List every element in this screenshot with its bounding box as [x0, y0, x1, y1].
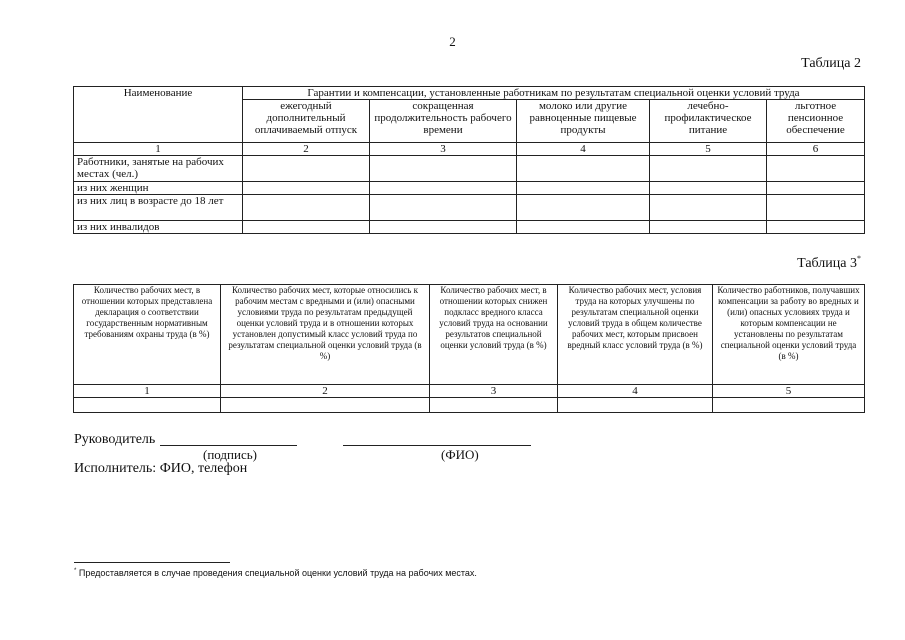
table-cell: [74, 398, 221, 413]
table3-col-number: 5: [713, 385, 865, 398]
table-cell: [650, 156, 767, 182]
table-cell: [517, 195, 650, 221]
table3: [73, 284, 865, 413]
table-cell: [243, 221, 370, 234]
table2-col-number: 4: [517, 143, 650, 156]
table3-col-number: 4: [558, 385, 713, 398]
table-cell: [767, 195, 865, 221]
table3-header: Количество рабочих мест, в отношении которых представлена декларация о соответствии государственным нормативным требованиям охраны труда (в %): [74, 285, 221, 385]
table3-col-number: 3: [430, 385, 558, 398]
table-row: [74, 398, 865, 413]
table-cell: [713, 398, 865, 413]
table2-col-number: 2: [243, 143, 370, 156]
table2: [73, 86, 865, 234]
page-number: 2: [449, 34, 456, 49]
table-cell: [767, 156, 865, 182]
table-cell: [430, 398, 558, 413]
table-cell: [767, 221, 865, 234]
table-row: [74, 221, 865, 234]
table-cell: [221, 398, 430, 413]
table-cell: [517, 156, 650, 182]
table3-col-number: 2: [221, 385, 430, 398]
table3-title: [797, 256, 861, 272]
footnote-mark: *: [857, 254, 861, 263]
table2-title: Таблица 2: [801, 56, 861, 71]
table-cell: [243, 195, 370, 221]
table3-col-number: 1: [74, 385, 221, 398]
table-cell: [650, 221, 767, 234]
table2-subheader: ежегодный дополнительный оплачиваемый отпуск: [243, 100, 370, 143]
table2-subheader: лечебно-профилактическое питание: [650, 100, 767, 143]
table-cell: [558, 398, 713, 413]
footnote-mark: *: [74, 568, 77, 574]
table-row: [74, 156, 865, 182]
name-line: [343, 445, 531, 446]
table2-col-number: 3: [370, 143, 517, 156]
footnote-divider: [74, 562, 230, 563]
row-label-disabled: из них инвалидов: [74, 221, 243, 234]
table-cell: [243, 182, 370, 195]
table-cell: [650, 195, 767, 221]
table-cell: [767, 182, 865, 195]
signature-line: [160, 445, 297, 446]
table-cell: [650, 182, 767, 195]
table-row: [74, 195, 865, 221]
footnote: [74, 568, 477, 578]
row-label-minors: из них лиц в возрасте до 18 лет: [74, 195, 243, 221]
signature-caption: (подпись): [203, 447, 257, 462]
table2-col-number: 6: [767, 143, 865, 156]
table-cell: [243, 156, 370, 182]
executor-line: Исполнитель: ФИО, телефон: [74, 461, 248, 476]
table2-name-header: Наименование: [74, 87, 243, 143]
table3-header: Количество рабочих мест, условия труда на которых улучшены по результатам специальной оценки условий труда в общем количестве рабочих мест, которым присвоен вредный класс условий труда (в %): [558, 285, 713, 385]
table3-header: Количество рабочих мест, в отношении которых снижен подкласс вредного класса условий труда на основании результатов специальной оценки условий труда (в %): [430, 285, 558, 385]
name-caption: (ФИО): [441, 447, 479, 462]
table2-col-number: 5: [650, 143, 767, 156]
row-label-women: из них женщин: [74, 182, 243, 195]
table-cell: [517, 182, 650, 195]
table3-header: Количество работников, получавших компенсации за работу во вредных и (или) опасных условиях труда и которым компенсации не установлены по результатам специальной оценки условий труда (в %): [713, 285, 865, 385]
table2-group-header: Гарантии и компенсации, установленные работникам по результатам специальной оценки условий труда: [243, 87, 865, 100]
table2-subheader: льготное пенсионное обеспечение: [767, 100, 865, 143]
table-cell: [517, 221, 650, 234]
manager-label: Руководитель: [74, 432, 156, 447]
table-row: [74, 182, 865, 195]
table2-subheader: сокращенная продолжительность рабочего времени: [370, 100, 517, 143]
table3-title-text: Таблица 3: [797, 256, 857, 271]
table-cell: [370, 221, 517, 234]
table-cell: [370, 156, 517, 182]
table-cell: [370, 195, 517, 221]
row-label-workers: Работники, занятые на рабочих местах (чел.): [74, 156, 243, 182]
table2-subheader: молоко или другие равноценные пищевые продукты: [517, 100, 650, 143]
table-cell: [370, 182, 517, 195]
table2-col-number: 1: [74, 143, 243, 156]
table3-header: Количество рабочих мест, которые относились к рабочим местам с вредными и (или) опасными условиями труда по результатам предыдущей оценки условий труда и в отношении которых установлен допустимый класс условий труда по результатам специальной оценки условий труда (в %): [221, 285, 430, 385]
footnote-text: Предоставляется в случае проведения специальной оценки условий труда на рабочих местах.: [78, 568, 477, 578]
